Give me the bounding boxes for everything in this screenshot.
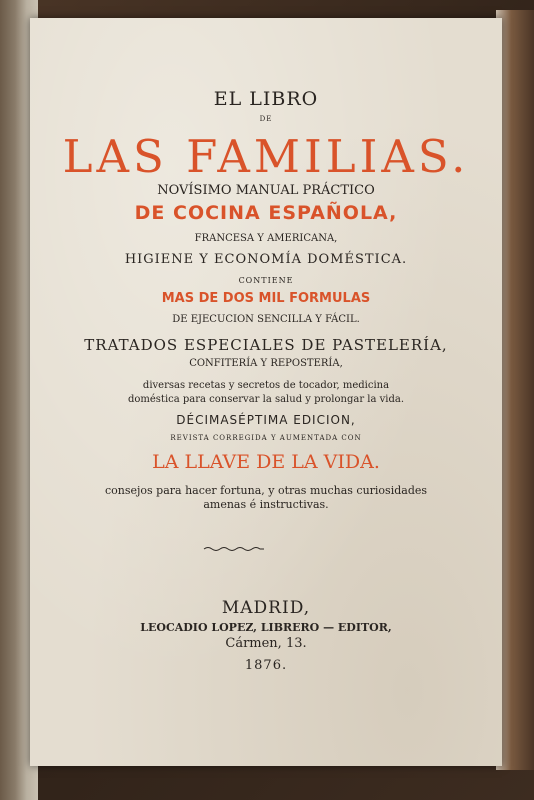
edicion-line: DÉCIMASÉPTIMA EDICION, bbox=[176, 413, 356, 427]
subtitle: NOVÍSIMO MANUAL PRÁCTICO bbox=[157, 183, 375, 198]
llave-line: LA LLAVE DE LA VIDA. bbox=[152, 451, 380, 473]
city-line: MADRID, bbox=[221, 598, 311, 618]
title-page bbox=[30, 18, 502, 766]
revista-line: REVISTA CORREGIDA Y AUMENTADA CON bbox=[170, 434, 362, 442]
contiene-line: CONTIENE bbox=[238, 276, 294, 285]
title-de: DE bbox=[259, 115, 273, 123]
higiene-line: HIGIENE Y ECONOMÍA DOMÉSTICA. bbox=[124, 252, 408, 267]
recetas-line-1: diversas recetas y secretos de tocador, medicina bbox=[142, 380, 390, 391]
francesa-line: FRANCESA Y AMERICANA, bbox=[194, 233, 338, 244]
address-line: Cármen, 13. bbox=[225, 636, 307, 651]
formulas-line: MAS DE DOS MIL FORMULAS bbox=[161, 291, 371, 306]
decorative-rule bbox=[202, 546, 266, 552]
publisher-line: LEOCADIO LOPEZ, LIBRERO — EDITOR, bbox=[140, 621, 392, 634]
ejecucion-line: DE EJECUCION SENCILLA Y FÁCIL. bbox=[172, 314, 360, 325]
tratados-line: TRATADOS ESPECIALES DE PASTELERÍA, bbox=[84, 336, 448, 354]
confiteria-line: CONFITERÍA Y REPOSTERÍA, bbox=[189, 358, 343, 369]
title-top: EL LIBRO bbox=[213, 88, 319, 110]
year-line: 1876. bbox=[244, 658, 288, 673]
consejos-line-2: amenas é instructivas. bbox=[203, 498, 329, 511]
cocina-line: DE COCINA ESPAÑOLA, bbox=[134, 202, 398, 224]
recetas-line-2: doméstica para conservar la salud y prolongar la vida. bbox=[127, 394, 405, 405]
title-main: LAS FAMILIAS. bbox=[62, 130, 470, 183]
consejos-line-1: consejos para hacer fortuna, y otras muchas curiosidades bbox=[104, 484, 428, 497]
